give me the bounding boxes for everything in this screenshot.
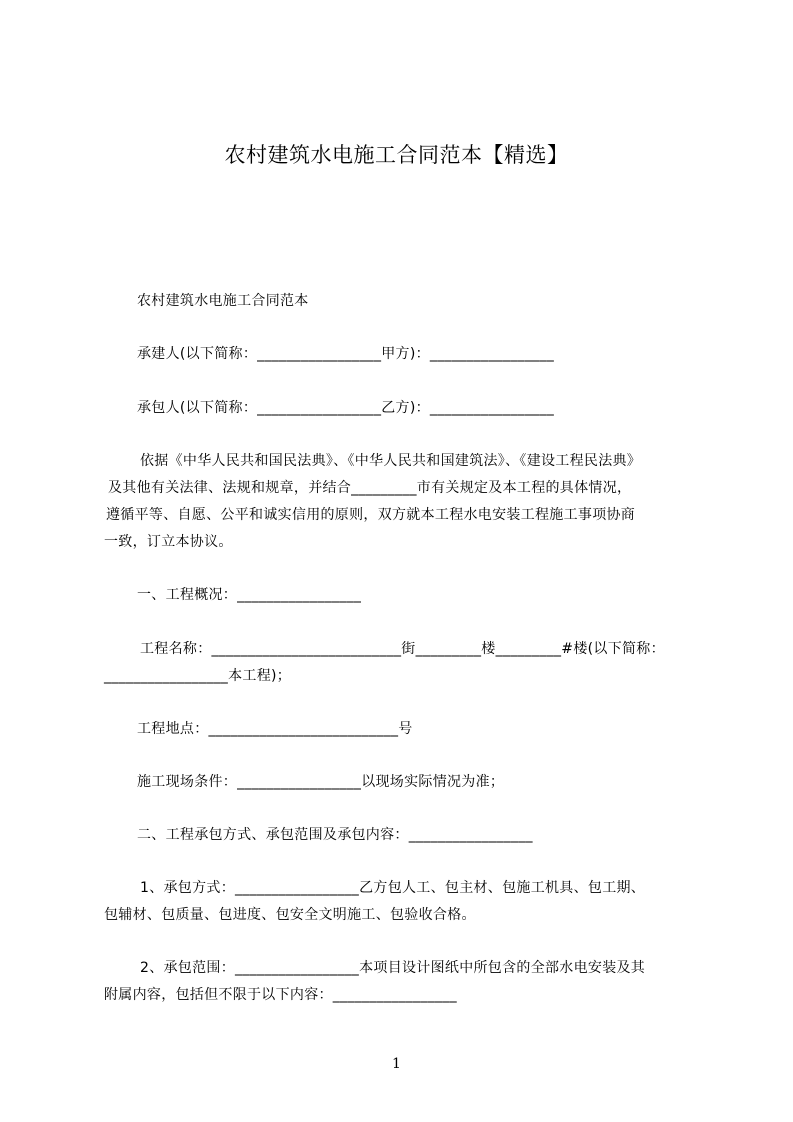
contract-method-line-1: 1、承包方式：_________________乙方包人工、包主材、包施工机具、包工期、 [140,880,646,896]
document-subtitle: 农村建筑水电施工合同范本 [137,293,309,309]
section-1-heading: 一、工程概况：_________________ [137,587,362,603]
party-a-line: 承建人(以下简称：_________________甲方)：_________________ [137,346,555,362]
page-number: 1 [392,1056,401,1072]
section-2-heading: 二、工程承包方式、承包范围及承包内容：_________________ [137,827,533,843]
document-title: 农村建筑水电施工合同范本【精选】 [224,143,569,167]
project-location-line: 工程地点：__________________________号 [137,721,413,737]
project-name-line-2: _________________本工程)； [104,668,292,684]
site-conditions-line: 施工现场条件：_________________以现场实际情况为准； [137,774,505,790]
contract-scope-line-2: 附属内容，包括但不限于以下内容：_________________ [104,987,457,1003]
basis-line-1: 依据《中华人民共和国民法典》、《中华人民共和国建筑法》、《建设工程民法典》 [140,453,642,469]
contract-scope-line-1: 2、承包范围：_________________本项目设计图纸中所包含的全部水电安装及其 [140,960,646,976]
project-name-line-1: 工程名称：__________________________街_________楼_________#楼(以下简称： [140,641,665,657]
basis-line-2: 及其他有关法律、法规和规章，并结合_________市有关规定及本工程的具体情况， [108,480,632,496]
basis-line-4: 一致，订立本协议。 [104,534,233,550]
party-b-line: 承包人(以下简称：_________________乙方)：_________________ [137,400,555,416]
basis-line-3: 遵循平等、自愿、公平和诚实信用的原则，双方就本工程水电安装工程施工事项协商 [106,507,636,523]
contract-method-line-2: 包辅材、包质量、包进度、包安全文明施工、包验收合格。 [104,907,476,923]
